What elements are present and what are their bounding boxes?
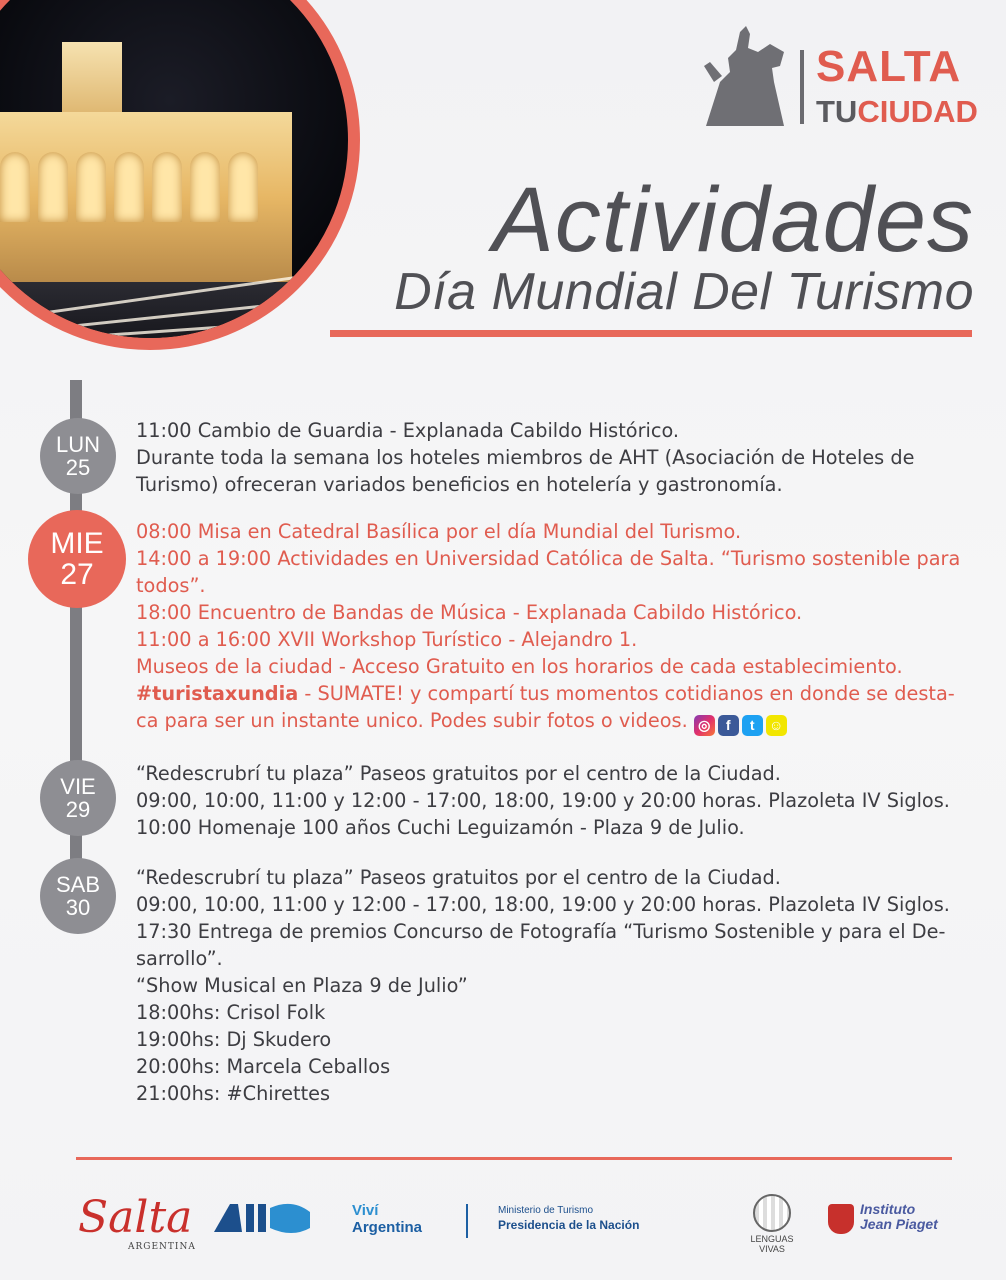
footer-separator [466,1204,468,1238]
footer-divider [76,1157,952,1160]
day-badge-sab: SAB 30 [40,858,116,934]
salta-tu-ciudad-logo [700,22,992,132]
day-badge-vie: VIE 29 [40,760,116,836]
aht-logo [212,1198,312,1238]
twitter-icon[interactable]: t [742,715,763,736]
day-content-lun: 11:00 Cambio de Guardia - Explanada Cabildo Histórico. Durante toda la semana los hoteles miembros de AHT (Asociación de Hoteles de Turismo) ofreceran variados beneficios en hotelería y gastronomía. [136,419,915,496]
ministerio-logo: Ministerio de Turismo Presidencia de la Nación [498,1205,640,1232]
page-title: Actividades [492,169,974,271]
logo-tu-ciudad: TUCIUDAD [816,94,978,129]
shield-icon [828,1204,854,1234]
logo-salta: SALTA [816,42,962,91]
globe-icon [753,1194,791,1232]
lenguas-vivas-logo: LENGUAS VIVAS [738,1194,806,1254]
logo-separator [800,50,804,124]
snapchat-icon[interactable]: ☺ [766,715,787,736]
day-content-vie: “Redescrubrí tu plaza” Paseos gratuitos por el centro de la Ciudad. 09:00, 10:00, 11:00 y 12:00 - 17:00, 18:00, 19:00 y 20:00 horas. Plazoleta IV Siglos. 10:00 Homenaje 100 años Cuchi Leguizamón - Plaza 9 de Julio. [136,762,950,839]
day-badge-lun: LUN 25 [40,418,116,494]
salta-argentina-logo: Salta ARGENTINA [78,1192,196,1252]
sponsor-footer: Salta ARGENTINA Viví Argentina Ministerio de Turismo Presidencia de la Nación LENGUAS VIVAS Instituto Jean Piaget [78,1192,938,1254]
hashtag: #turistaxundia [136,682,299,705]
vivi-argentina-logo: Viví Argentina [352,1202,423,1236]
title-underline [330,330,972,337]
facebook-icon[interactable]: f [718,715,739,736]
day-content-sab: “Redescrubrí tu plaza” Paseos gratuitos por el centro de la Ciudad. 09:00, 10:00, 11:00 y 12:00 - 17:00, 18:00, 19:00 y 20:00 horas. Plazoleta IV Siglos. 17:30 Entrega de premios Concurso de Fotografía “Turismo Sostenible y para el De- sarrollo”. “Show Musical en Plaza 9 de Julio” 18:00hs: Crisol Folk 19:00hs: Dj Skudero 20:00hs: Marcela Ceballos 21:00hs: #Chirettes [136,866,950,1105]
day-badge-mie: MIE 27 [28,510,126,608]
gaucho-statue-icon [700,22,790,128]
page-subtitle: Día Mundial Del Turismo [394,263,974,321]
day-content-mie: 08:00 Misa en Catedral Basílica por el día Mundial del Turismo. 14:00 a 19:00 Actividades en Universidad Católica de Salta. “Turismo sostenible para todos”. 18:00 Encuentro de Bandas de Música - Explanada Cabildo Histórico. 11:00 a 16:00 XVII Workshop Turístico - Alejandro 1. Museos de la ciudad - Acceso Gratuito en los horarios de cada establecimiento. #turistaxundia - SUMATE! y compartí tus momentos cotidianos en donde se desta- ca para ser un instante unico. Podes subir fotos o videos. ◎ f t ☺ [136,518,960,736]
cabildo-photo [0,0,360,350]
social-icons [694,715,787,736]
cabildo-arches [0,132,292,282]
instagram-icon[interactable]: ◎ [694,715,715,736]
